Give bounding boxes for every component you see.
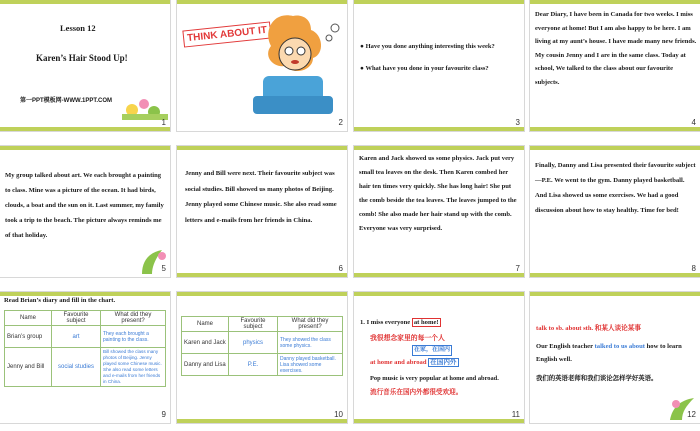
slide-number: 5 — [161, 264, 166, 273]
table-header: Name — [5, 311, 52, 326]
slide-thumbnail-2[interactable] — [177, 0, 347, 131]
slide-12-line-1: talk to sb. about sth. 和某人谈论某事 — [536, 325, 641, 332]
slide-band — [0, 146, 170, 150]
slide-band — [177, 0, 347, 4]
slide-band — [177, 146, 347, 150]
slide-11-line-1: 1. I miss everyone at home! — [360, 319, 439, 326]
slide-number: 6 — [338, 264, 343, 273]
slide-thumbnail-10[interactable] — [177, 292, 347, 423]
table-header: Favourite subject — [52, 311, 101, 326]
slide-thumbnail-6[interactable] — [177, 146, 347, 277]
table-row: Danny and Lisa P.E. Danny played basketball. Lisa showed some exercises. — [182, 354, 343, 376]
slide-number: 11 — [511, 410, 520, 419]
thinking-boy-illustration-icon — [233, 6, 343, 126]
slide-11-line-3: 在家，在国内 — [412, 345, 452, 356]
slide-thumbnail-5[interactable] — [0, 146, 170, 277]
slide-12-line-2: Our English teacher talked to us about how to learn English well. — [536, 343, 682, 363]
slide-1-footer: 第一PPT模板网-WWW.1PPT.COM — [20, 98, 112, 104]
slide-band — [530, 273, 700, 277]
slide-number: 9 — [161, 410, 166, 419]
slide-band — [177, 273, 347, 277]
slide-band — [530, 127, 700, 131]
slide-9-chart-table — [4, 310, 166, 387]
slide-11-line-2: 我很想念家里的每一个人 — [370, 335, 445, 342]
table-header: What did they present? — [101, 311, 166, 326]
slide-band — [530, 146, 700, 150]
slide-5-text: My group talked about art. We each brought a painting to class. Mine was a picture of the ocean. It had birds, clouds, a boat and the sun on it. Last summer, my family took a trip to the beach. The picture always reminds me of that holiday. — [5, 172, 164, 239]
slide-band — [177, 292, 347, 296]
slide-9-heading: Read Brian’s diary and fill in the chart. — [4, 297, 116, 304]
slide-thumbnail-12[interactable] — [530, 292, 700, 423]
slide-thumbnail-7[interactable] — [354, 146, 524, 277]
slide-thumbnail-8[interactable] — [530, 146, 700, 277]
slide-band — [530, 0, 700, 4]
slide-number: 1 — [161, 118, 166, 127]
table-header: Favourite subject — [229, 317, 278, 332]
slide-3-question-1: ● Have you done anything interesting this week? — [360, 43, 495, 50]
slide-number: 3 — [515, 118, 520, 127]
slide-thumbnail-3[interactable] — [354, 0, 524, 131]
slide-12-line-3: 我们的英语老师和我们谈论怎样学好英语。 — [536, 375, 658, 382]
slide-band — [354, 292, 524, 296]
slide-number: 8 — [691, 264, 696, 273]
slide-band — [177, 419, 347, 423]
slide-10-chart-table — [181, 316, 343, 376]
flower-decoration-icon — [122, 80, 168, 120]
slide-number: 10 — [334, 410, 343, 419]
table-row: Brian’s group art They each brought a painting to the class. — [5, 326, 166, 348]
slide-band — [0, 0, 170, 4]
slide-thumbnail-4[interactable] — [530, 0, 700, 131]
slide-thumbnail-1[interactable] — [0, 0, 170, 131]
slide-number: 2 — [338, 118, 343, 127]
slide-11-line-4: at home and abroad 在国内外 — [370, 359, 457, 366]
slide-1-title: Karen’s Hair Stood Up! — [36, 53, 128, 63]
slide-11-line-6: Pop music is very popular at home and abroad. — [370, 375, 499, 382]
table-row: Karen and Jack physics They showed the class some physics. — [182, 332, 343, 354]
slide-thumbnail-9[interactable] — [0, 292, 170, 423]
slide-1-lesson: Lesson 12 — [60, 23, 96, 33]
table-row: Jenny and Bill social studies Bill showed the class many photos of Beijing. Jenny played some Chinese music. She also read some letters and e-mails from her friends in China. — [5, 348, 166, 387]
slide-number: 12 — [687, 410, 696, 419]
table-header: What did they present? — [278, 317, 343, 332]
slide-number: 7 — [515, 264, 520, 273]
slide-6-text: Jenny and Bill were next. Their favourite subject was social studies. Bill showed us many photos of Beijing. Jenny played some Chinese music. She also read some letters and e-mails from her friends in China. — [185, 170, 337, 224]
slide-band — [530, 292, 700, 296]
slide-band — [354, 127, 524, 131]
slide-band — [0, 127, 170, 131]
table-header: Name — [182, 317, 229, 332]
slide-3-question-2: ● What have you done in your favourite class? — [360, 65, 489, 72]
slide-number: 4 — [691, 118, 696, 127]
slide-8-text: Finally, Danny and Lisa presented their favourite subject—P.E. We went to the gym. Danny played basketball. And Lisa showed us some exercises. We had a good discussion about how to stay healthy. Time for bed! — [535, 162, 696, 214]
slide-7-text: Karen and Jack showed us some physics. Jack put very small tea leaves on the desk. Then Karen combed her hair ten times very quickly. She has long hair! She put the comb beside the tea leaves. The leaves jumped to the comb! She also made her hair stand up with the comb. Everyone was very surprised. — [359, 155, 517, 232]
slide-band — [354, 273, 524, 277]
think-about-it-heading: THINK ABOUT IT — [182, 21, 271, 47]
slide-band — [354, 0, 524, 4]
slide-11-line-7: 流行音乐在国内外都很受欢迎。 — [370, 389, 463, 396]
slide-4-diary-text: Dear Diary, I have been in Canada for two weeks. I miss everyone at home! But I am also happy to be here. I am living at my aunt’s house. I have made many new friends. My cousin Jenny and I are in the same class. Today at school, We talked to the class about our favourite subjects. — [535, 11, 697, 86]
slide-thumbnail-11[interactable] — [354, 292, 524, 423]
slide-band — [354, 146, 524, 150]
slide-band — [354, 419, 524, 423]
